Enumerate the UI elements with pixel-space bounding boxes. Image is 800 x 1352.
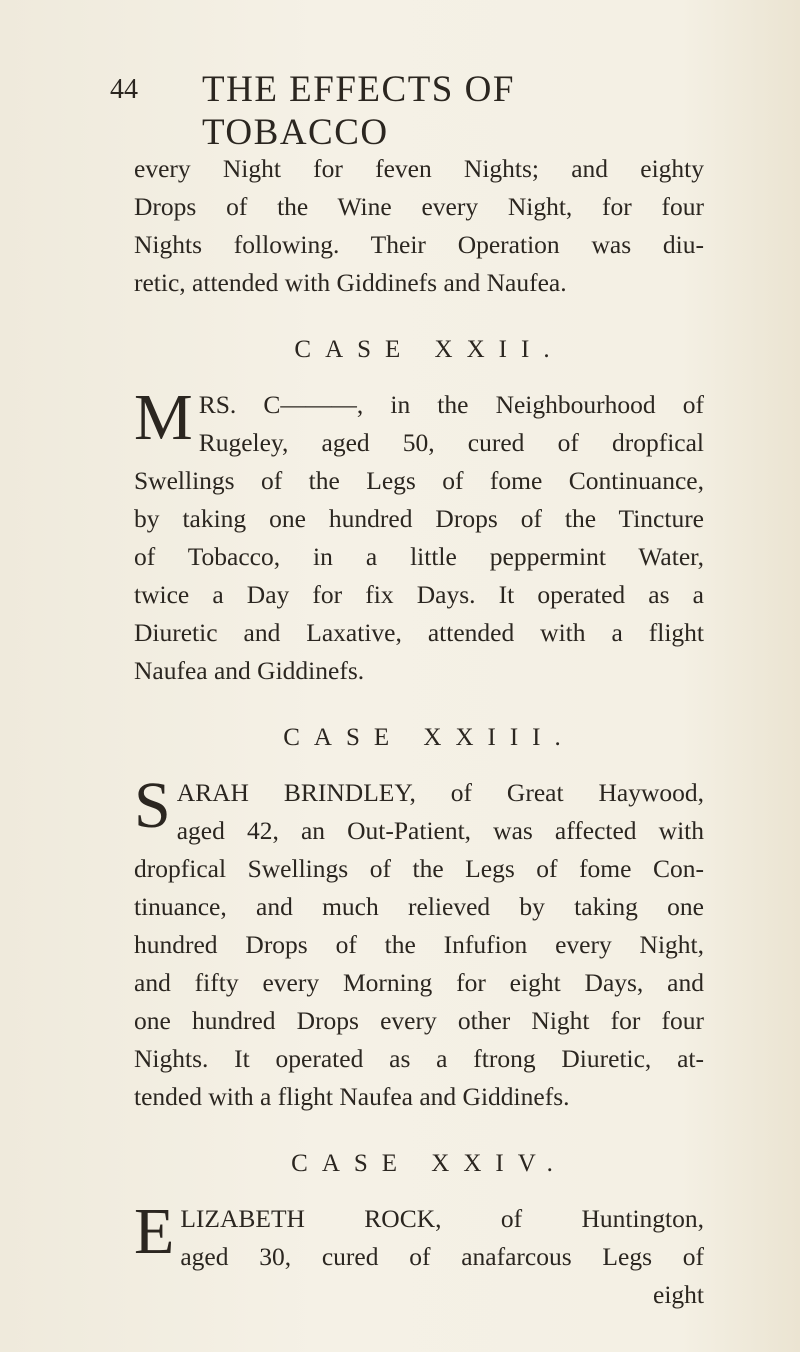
page-number: 44 bbox=[110, 74, 138, 105]
page-header bbox=[110, 68, 700, 153]
text-line: aged 42, an Out-Patient, was affected with bbox=[176, 816, 704, 845]
text-line: Swellings of the Legs of fome Continuance, bbox=[134, 466, 704, 495]
case-23-title: CASE XXIII. bbox=[283, 724, 575, 751]
case-24-paragraph bbox=[134, 1195, 704, 1314]
text-line: tended with a flight Naufea and Giddinefs. bbox=[134, 1082, 570, 1111]
drop-cap: E bbox=[134, 1195, 175, 1268]
text-line: LIZABETH ROCK, of Huntington, bbox=[180, 1204, 704, 1233]
drop-cap: M bbox=[134, 381, 193, 454]
text-line: by taking one hundred Drops of the Tincture bbox=[134, 504, 704, 533]
case-22-title: CASE XXII. bbox=[294, 336, 564, 363]
text-line: Nights following. Their Operation was diu- bbox=[134, 230, 704, 259]
text-line: aged 30, cured of anafarcous Legs of bbox=[180, 1242, 704, 1271]
running-title: THE EFFECTS OF TOBACCO bbox=[202, 69, 515, 153]
text-line: of Tobacco, in a little peppermint Water, bbox=[134, 542, 704, 571]
catchword: eight bbox=[653, 1280, 704, 1309]
text-line: Diuretic and Laxative, attended with a flight bbox=[134, 618, 704, 647]
intro-paragraph bbox=[134, 150, 704, 302]
text-line: every Night for feven Nights; and eighty bbox=[134, 154, 704, 183]
case-24-title: CASE XXIV. bbox=[291, 1150, 567, 1177]
text-line: dropfical Swellings of the Legs of fome Con- bbox=[134, 854, 704, 883]
text-line: Nights. It operated as a ftrong Diuretic, at- bbox=[134, 1044, 704, 1073]
text-line: tinuance, and much relieved by taking one bbox=[134, 892, 704, 921]
text-line: and fifty every Morning for eight Days, and bbox=[134, 968, 704, 997]
case-22-paragraph bbox=[134, 381, 704, 690]
text-line: twice a Day for fix Days. It operated as a bbox=[134, 580, 704, 609]
text-line: Drops of the Wine every Night, for four bbox=[134, 192, 704, 221]
text-line: Rugeley, aged 50, cured of dropfical bbox=[198, 428, 704, 457]
text-line: one hundred Drops every other Night for four bbox=[134, 1006, 704, 1035]
case-23-paragraph bbox=[134, 769, 704, 1116]
text-line: retic, attended with Giddinefs and Naufea. bbox=[134, 268, 567, 297]
text-line: hundred Drops of the Infufion every Night, bbox=[134, 930, 704, 959]
drop-cap: S bbox=[134, 769, 171, 842]
page-body bbox=[134, 150, 704, 1314]
text-line: ARAH BRINDLEY, of Great Haywood, bbox=[176, 778, 704, 807]
text-line: RS. C———, in the Neighbourhood of bbox=[198, 390, 704, 419]
text-line: Naufea and Giddinefs. bbox=[134, 656, 365, 685]
